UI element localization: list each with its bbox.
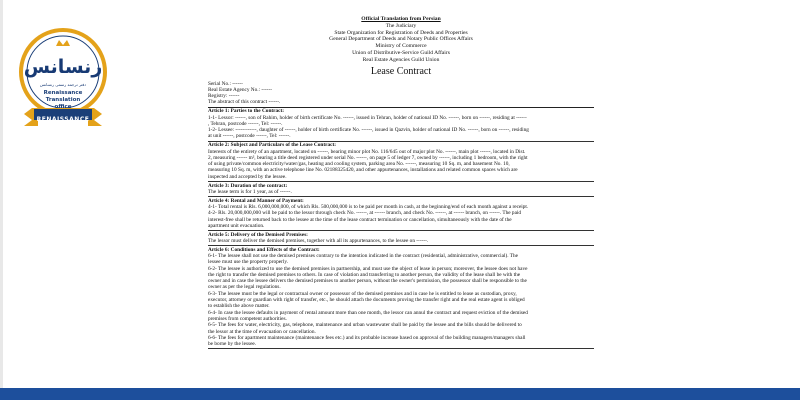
article-title: Article 3: Duration of the contract: xyxy=(208,182,288,189)
article-text-line: lessee must use the property properly. xyxy=(208,259,288,266)
bottom-accent-bar xyxy=(0,388,800,400)
article-text-line: apartment unit evacuation. xyxy=(208,222,265,229)
left-edge-line xyxy=(0,0,3,400)
logo-english-line-2: Translation xyxy=(45,97,81,103)
article-text-line: inspected and accepted by the lessee. xyxy=(208,173,287,180)
article-title: Article 6: Conditions and Effects of the Contract: xyxy=(208,246,320,253)
article-text-line: 6-2- The lessee is authorized to use the demised premises in partnership, and must use the object of lease in person; moreover, the lessee does not have xyxy=(208,265,528,272)
article-text-line: the lessor at the time of evacuation or cancellation. xyxy=(208,328,316,335)
article-section xyxy=(208,142,594,182)
article-text-line: 4-2- Rls. 20,000,000,000 will be paid to the lessor through check No. ------, at ------ branch, and check No. ------, at ------ branch, on ------. The paid xyxy=(208,210,522,217)
header-line: The Judiciary xyxy=(385,22,417,29)
article-title: Article 1: Parties to the Contract: xyxy=(208,108,285,115)
articles-list xyxy=(208,108,594,350)
logo-english-line-3: office xyxy=(54,104,72,110)
article-text-line: of using private/common electricity/water/gas, heating and cooling system, parking area No. ------, measuring 10 Sq. m, and basement No. 10, xyxy=(208,161,510,168)
article-text-line: owner as per the legal regulations. xyxy=(208,284,281,291)
article-title: Article 2: Subject and Particulars of the Lease Contract: xyxy=(208,142,336,149)
article-text-line: 1-2- Lessee: ------------, daughter of ------, holder of birth certificate No. ------, issued in Qazvin, holder of national ID No. ------, born on ------, residing xyxy=(208,127,529,134)
article-text-line: owner and in case the lessee delivers the demised premises to another person, without the owner's permission, the possessor shall be responsible to the xyxy=(208,278,527,285)
article-text-line: the right to transfer the demised premises to others. In case of violation and transferring to another person, the validity of the lease shall be with the xyxy=(208,271,521,278)
article-title: Article 4: Rental and Manner of Payment: xyxy=(208,197,304,204)
contract-meta xyxy=(208,81,594,106)
header-line: General Department of Deeds and Notary Public Offices Affairs xyxy=(329,36,473,43)
article-text-line: 4-1- Total rental is Rls. 6,000,000,000, of which Rls. 500,000,000 is to be paid per month in cash, at the beginning/end of each month against a receipt. xyxy=(208,203,529,210)
contract-title: Lease Contract xyxy=(370,65,432,77)
article-text-line: measuring 10 Sq. m, with an active telephone line No. 02188325420, and other appurtenances, installations and related common spaces which are xyxy=(208,167,518,174)
logo-persian-subtitle: دفتر ترجمه رسمی رنسانس xyxy=(39,82,87,87)
article-text-line: The lessor must deliver the demised premises, together with all its appurtenances, to the lessee on ------. xyxy=(208,237,429,244)
serial-number: Serial No.: ------ xyxy=(208,80,243,87)
lease-contract-document xyxy=(208,16,594,386)
article-section xyxy=(208,108,594,142)
article-text-line: 6-6- The fees for apartment maintenance (maintenance fees etc.) and its probable increase based on approval of the building managers/managers shall xyxy=(208,334,526,341)
logo-english-line-1: Renaissance xyxy=(43,90,83,96)
article-text-line: interest-free shall be returned back to the lessee at the time of the lease contract termination or cancellation, simultaneously with the date of the xyxy=(208,216,512,223)
article-text-line: The lease term is for 1 year, as of ------. xyxy=(208,188,292,195)
document-header xyxy=(208,16,594,64)
registry: Registry: ------ xyxy=(208,93,240,100)
logo-persian-name: رنسانس xyxy=(23,56,103,78)
renaissance-logo xyxy=(18,22,108,134)
article-text-line: 2, measuring ------ m², bearing a title deed registered under serial No. ------, on page 5 of ledger 7, owned by ------, including 1 bedroom, with the right xyxy=(208,154,528,161)
agency-number: Real Estate Agency No.: ------ xyxy=(208,86,272,93)
article-text-line: executor, attorney or guardian with right of transfer, etc., he should attach the documents proving the transfer right and the real estate agent is obliged xyxy=(208,297,525,304)
article-title: Article 5: Delivery of the Demised Premises: xyxy=(208,231,308,238)
article-text-line: be borne by the lessee. xyxy=(208,341,257,348)
article-text-line: 6-5- The fees for water, electricity, gas, telephone, maintenance and urban wastewater shall be paid by the lessee and the bills should be delivered to xyxy=(208,322,522,329)
official-translation-title: Official Translation from Persian xyxy=(361,16,441,22)
article-section xyxy=(208,197,594,231)
contract-abstract: The abstract of this contract ------. xyxy=(208,99,281,106)
article-text-line: at unit ------, postcode ------, Tel: ------. xyxy=(208,133,291,140)
header-line: Real Estate Agencies Guild Union xyxy=(362,56,440,63)
logo-ribbon-text: RENAISSANCE xyxy=(36,116,90,123)
article-section xyxy=(208,231,594,246)
header-line: Union of Distributive-Service Guild Affairs xyxy=(352,49,450,56)
article-text-line: 1-1- Lessor: ------, son of Rahim, holder of birth certificate No. ------, issued in Tehran, holder of national ID No. ------, born on ------, residing at ------ xyxy=(208,114,527,121)
article-text-line: to establish the above matter. xyxy=(208,303,270,310)
article-text-line: 6-3- The lessee must be the legal or contractual owner or possessor of the demised premises and in case he is entitled to lease as custodian, proxy, xyxy=(208,290,517,297)
article-text-line: , Tehran, postcode ------, Tel: ------. xyxy=(208,120,283,127)
header-line: State Organization for Registration of Deeds and Properties xyxy=(334,29,468,36)
header-line: Ministry of Commerce xyxy=(375,43,427,50)
article-text-line: Interests of the entirety of an apartment, located on ------, bearing minor plot No. 116/645 out of major plot No. ------, main plot ------, located in Dist. xyxy=(208,148,526,155)
article-text-line: 6-1- The lessee shall not use the demised premises contrary to the intention indicated in the contract (residential, administrative, commercial). The xyxy=(208,253,519,259)
article-text-line: premises from competent authorities. xyxy=(208,315,287,322)
article-text-line: 6-4- In case the lessee defaults in payment of rental amount more than one month, the lessor can annul the contract and request eviction of the demised xyxy=(208,309,528,316)
article-section xyxy=(208,182,594,197)
article-section xyxy=(208,246,594,349)
